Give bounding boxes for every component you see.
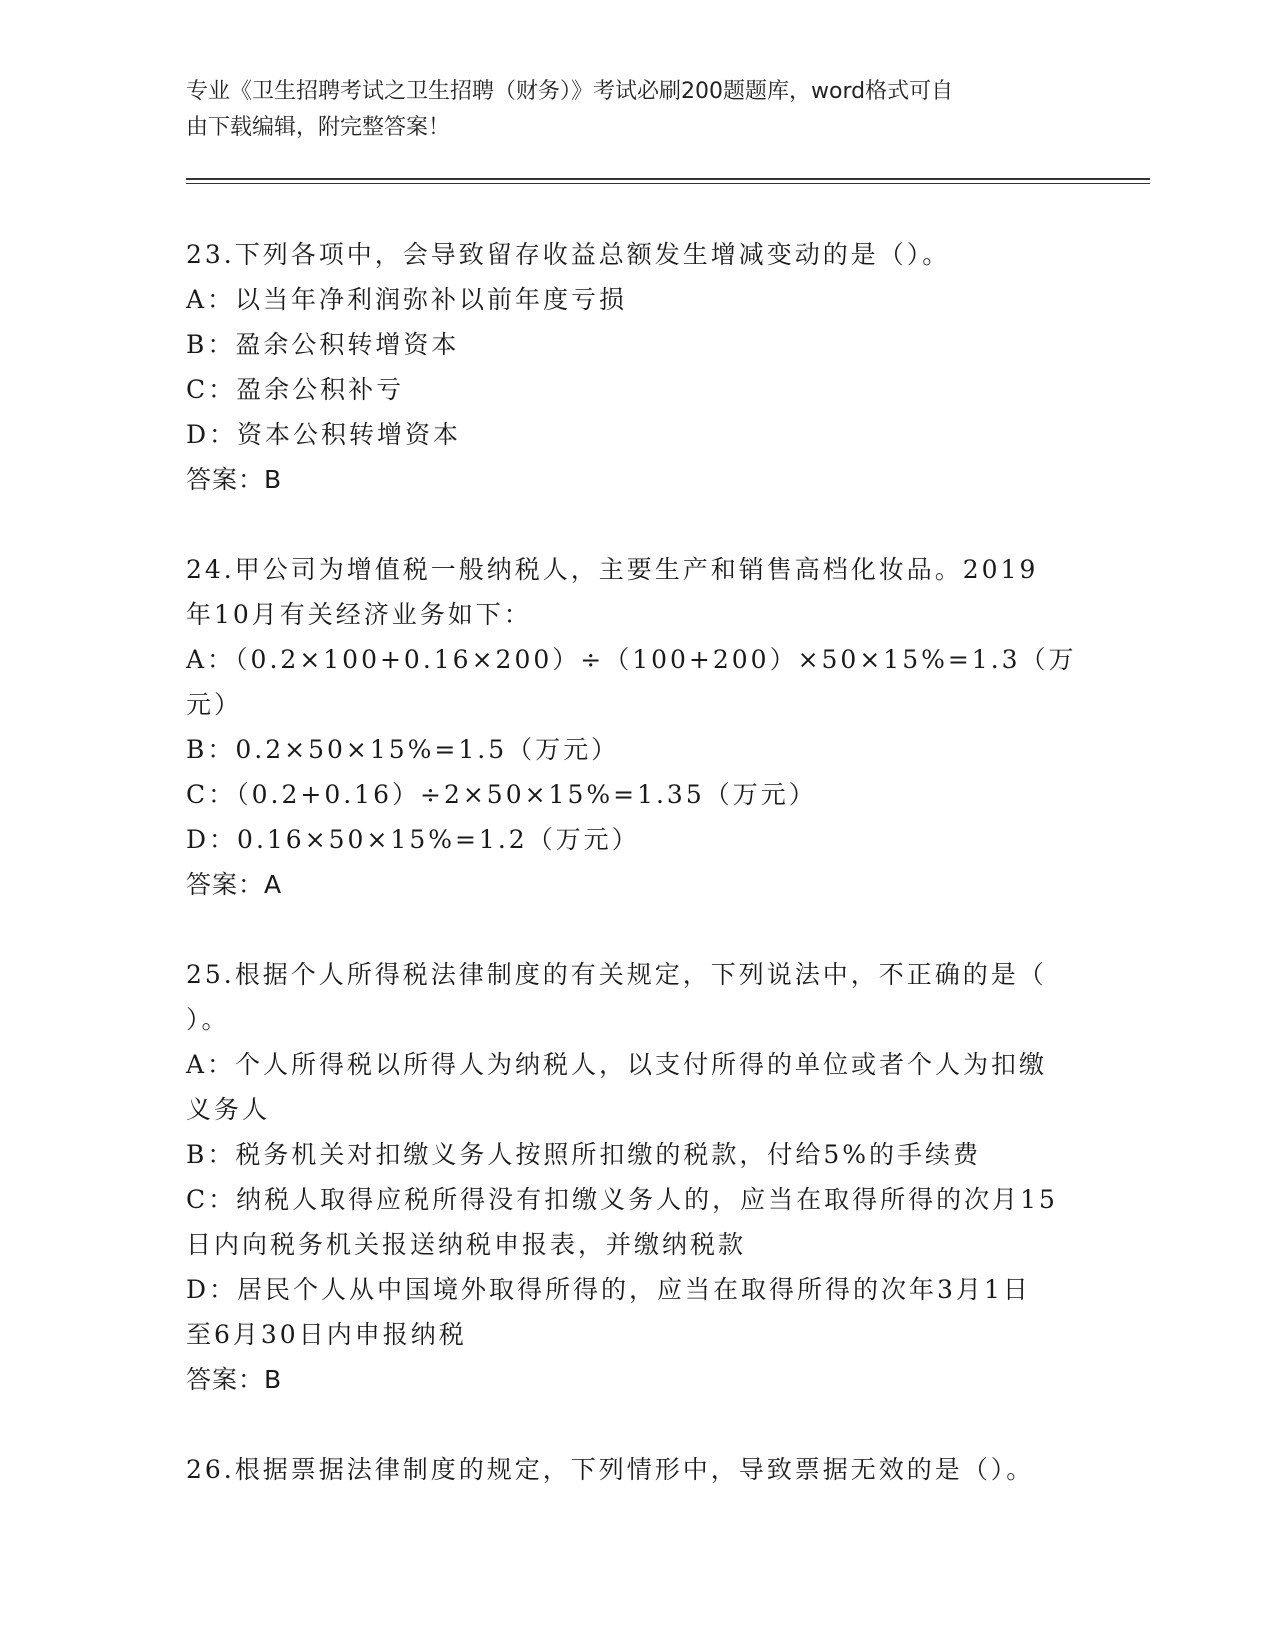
- answer-line: 答案：A: [186, 870, 283, 899]
- question-stem-line: 年10月有关经济业务如下：: [186, 600, 532, 629]
- option-line: A：个人所得税以所得人为纳税人，以支付所得的单位或者个人为扣缴: [186, 1050, 1048, 1079]
- option-line: D：0.16×50×15%=1.2（万元）: [186, 825, 640, 854]
- header-line-2: 由下载编辑，附完整答案！: [186, 115, 451, 140]
- option-line: A：以当年净利润弥补以前年度亏损: [186, 285, 628, 314]
- question-stem-line: 25.根据个人所得税法律制度的有关规定，下列说法中，不正确的是（: [186, 960, 1047, 989]
- option-line: B：0.2×50×15%=1.5（万元）: [186, 735, 620, 764]
- option-line: A：（0.2×100+0.16×200）÷（100+200）×50×15%=1.3（万元）: [186, 645, 1077, 719]
- option-line: C：纳税人取得应税所得没有扣缴义务人的，应当在取得所得的次月15: [186, 1185, 1058, 1214]
- question-block: [186, 1447, 1086, 1492]
- question-stem-line: 26.根据票据法律制度的规定，下列情形中，导致票据无效的是（）。: [186, 1455, 1035, 1484]
- option-line: B：税务机关对扣缴义务人按照所扣缴的税款，付给5%的手续费: [186, 1140, 982, 1169]
- question-block: [186, 232, 1086, 502]
- option-line: 义务人: [186, 1095, 271, 1124]
- option-line: 至6月30日内申报纳税: [186, 1320, 467, 1349]
- header-divider-bottom: [186, 183, 1150, 184]
- question-list: [186, 232, 1086, 1537]
- question-stem-line: ）。: [186, 1005, 230, 1034]
- answer-line: 答案：B: [186, 465, 283, 494]
- header-line-1: 专业《卫生招聘考试之卫生招聘（财务）》考试必刷200题题库，word格式可自: [186, 79, 954, 104]
- question-block: [186, 952, 1086, 1402]
- option-line: D：居民个人从中国境外取得所得的，应当在取得所得的次年3月1日: [186, 1275, 1031, 1304]
- option-line: D：资本公积转增资本: [186, 420, 462, 449]
- answer-line: 答案：B: [186, 1365, 283, 1394]
- question-block: [186, 547, 1086, 907]
- question-stem-line: 23.下列各项中，会导致留存收益总额发生增减变动的是（）。: [186, 240, 951, 269]
- option-line: B：盈余公积转增资本: [186, 330, 460, 359]
- header-divider-top: [186, 178, 1150, 180]
- question-stem-line: 24.甲公司为增值税一般纳税人，主要生产和销售高档化妆品。2019: [186, 555, 1039, 584]
- option-line: C：盈余公积补亏: [186, 375, 405, 404]
- option-line: 日内向税务机关报送纳税申报表，并缴纳税款: [186, 1230, 747, 1259]
- document-header: [186, 74, 1066, 146]
- option-line: C：（0.2+0.16）÷2×50×15%=1.35（万元）: [186, 780, 817, 809]
